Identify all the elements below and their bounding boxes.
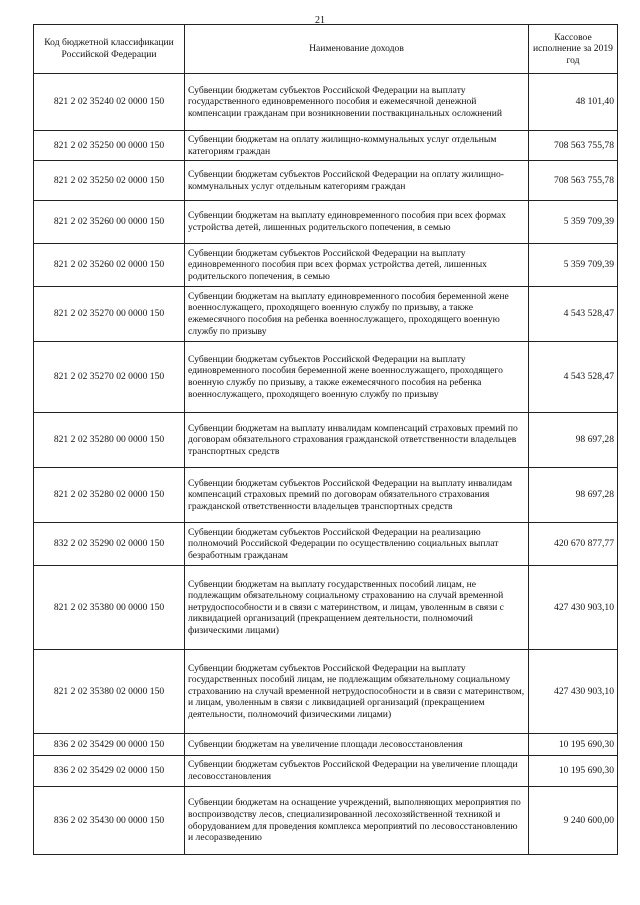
table-row <box>34 131 618 161</box>
row-name: Субвенции бюджетам на выплату государственных пособий лицам, не подлежащим обязательному социальному страхованию на случай временной нетрудоспособности и в связи с материнством, и лицам, уволенным в связи с ликвидацией организаций (прекращением деятельности, полномочий физическими лицами) <box>185 566 529 650</box>
table-row <box>34 787 618 855</box>
table-row <box>34 244 618 287</box>
row-amount: 427 430 903,10 <box>529 566 618 650</box>
header-name: Наименование доходов <box>185 25 529 74</box>
row-name: Субвенции бюджетам субъектов Российской Федерации на выплату единовременного пособия беременной жене военнослужащего, проходящего военную службу по призыву, а также ежемесячного пособия на ребенка военнослужащего, проходящего военную службу по призыву <box>185 342 529 413</box>
table-row <box>34 287 618 342</box>
row-name: Субвенции бюджетам субъектов Российской Федерации на выплату государственного единовременного пособия и ежемесячной денежной компенсации гражданам при возникновении поствакцинальных осложнений <box>185 74 529 131</box>
header-amount: Кассовое исполнение за 2019 год <box>529 25 618 74</box>
revenue-table <box>33 24 618 855</box>
row-code: 821 2 02 35380 00 0000 150 <box>34 566 185 650</box>
table-row <box>34 342 618 413</box>
table-row <box>34 523 618 566</box>
table-header-row <box>34 25 618 74</box>
row-name: Субвенции бюджетам на увеличение площади лесовосстановления <box>185 734 529 756</box>
row-amount: 98 697,28 <box>529 468 618 523</box>
row-amount: 98 697,28 <box>529 413 618 468</box>
row-amount: 48 101,40 <box>529 74 618 131</box>
table-row <box>34 756 618 787</box>
row-code: 821 2 02 35270 02 0000 150 <box>34 342 185 413</box>
row-amount: 10 195 690,30 <box>529 734 618 756</box>
row-code: 821 2 02 35240 02 0000 150 <box>34 74 185 131</box>
row-code: 821 2 02 35250 00 0000 150 <box>34 131 185 161</box>
row-code: 836 2 02 35429 00 0000 150 <box>34 734 185 756</box>
table-row <box>34 413 618 468</box>
row-name: Субвенции бюджетам субъектов Российской Федерации на реализацию полномочий Российской Федерации по осуществлению социальных выплат безработным гражданам <box>185 523 529 566</box>
row-name: Субвенции бюджетам субъектов Российской Федерации на выплату государственных пособий лицам, не подлежащим обязательному социальному страхованию на случай временной нетрудоспособности и в связи с материнством, и лицам, уволенным в связи с ликвидацией организаций (прекращением деятельности, полномочий физическими лицами) <box>185 650 529 734</box>
row-code: 832 2 02 35290 02 0000 150 <box>34 523 185 566</box>
header-code: Код бюджетной классификации Российской Федерации <box>34 25 185 74</box>
table-row <box>34 734 618 756</box>
table-row <box>34 468 618 523</box>
row-name: Субвенции бюджетам субъектов Российской Федерации на выплату единовременного пособия при всех формах устройства детей, лишенных родительского попечения, в семью <box>185 244 529 287</box>
row-code: 821 2 02 35250 02 0000 150 <box>34 161 185 201</box>
row-name: Субвенции бюджетам субъектов Российской Федерации на оплату жилищно-коммунальных услуг отдельным категориям граждан <box>185 161 529 201</box>
row-name: Субвенции бюджетам на оснащение учреждений, выполняющих мероприятия по воспроизводству лесов, специализированной лесохозяйственной техникой и оборудованием для проведения комплекса мероприятий по лесовосстановлению и лесоразведению <box>185 787 529 855</box>
row-amount: 9 240 600,00 <box>529 787 618 855</box>
row-code: 821 2 02 35260 00 0000 150 <box>34 201 185 244</box>
row-amount: 427 430 903,10 <box>529 650 618 734</box>
row-code: 821 2 02 35260 02 0000 150 <box>34 244 185 287</box>
row-name: Субвенции бюджетам на выплату единовременного пособия беременной жене военнослужащего, проходящего военную службу по призыву, а также ежемесячного пособия на ребенка военнослужащего, проходящего военную службу по призыву <box>185 287 529 342</box>
table-row <box>34 566 618 650</box>
table-row <box>34 74 618 131</box>
row-amount: 5 359 709,39 <box>529 244 618 287</box>
row-code: 821 2 02 35380 02 0000 150 <box>34 650 185 734</box>
row-name: Субвенции бюджетам на выплату инвалидам компенсаций страховых премий по договорам обязательного страхования гражданской ответственности владельцев транспортных средств <box>185 413 529 468</box>
row-amount: 708 563 755,78 <box>529 131 618 161</box>
row-name: Субвенции бюджетам на выплату единовременного пособия при всех формах устройства детей, лишенных родительского попечения, в семью <box>185 201 529 244</box>
row-code: 836 2 02 35429 02 0000 150 <box>34 756 185 787</box>
row-name: Субвенции бюджетам субъектов Российской Федерации на выплату инвалидам компенсаций страховых премий по договорам обязательного страхования гражданской ответственности владельцев транспортных средств <box>185 468 529 523</box>
row-amount: 708 563 755,78 <box>529 161 618 201</box>
table-row <box>34 161 618 201</box>
row-name: Субвенции бюджетам субъектов Российской Федерации на увеличение площади лесовосстановления <box>185 756 529 787</box>
row-name: Субвенции бюджетам на оплату жилищно-коммунальных услуг отдельным категориям граждан <box>185 131 529 161</box>
row-amount: 10 195 690,30 <box>529 756 618 787</box>
row-code: 836 2 02 35430 00 0000 150 <box>34 787 185 855</box>
row-code: 821 2 02 35270 00 0000 150 <box>34 287 185 342</box>
row-amount: 5 359 709,39 <box>529 201 618 244</box>
row-amount: 4 543 528,47 <box>529 342 618 413</box>
row-amount: 420 670 877,77 <box>529 523 618 566</box>
row-code: 821 2 02 35280 00 0000 150 <box>34 413 185 468</box>
table-row <box>34 650 618 734</box>
table-row <box>34 201 618 244</box>
row-code: 821 2 02 35280 02 0000 150 <box>34 468 185 523</box>
row-amount: 4 543 528,47 <box>529 287 618 342</box>
page-number: 21 <box>315 15 325 26</box>
